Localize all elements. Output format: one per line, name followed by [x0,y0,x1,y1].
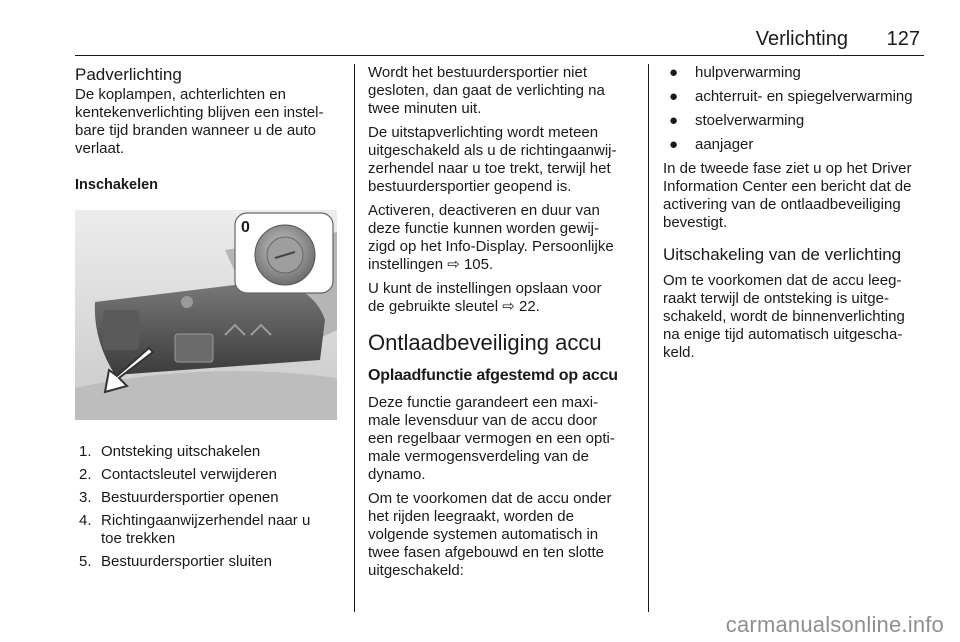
paragraph: U kunt de instellingen opslaan voor de gebruikte sleutel ⇨ 22. [368,280,602,315]
bullet-icon: ● [669,88,679,105]
paragraph: Wordt het bestuurdersportier niet gesloten, dan gaat de verlichting na twee minuten uit. [368,64,605,117]
column-1 [75,64,345,576]
paragraph: Om te voorkomen dat de accu leeg- raakt terwijl de ontsteking is uitge- schakeld, wordt de binnenverlichting na enige tijd automatisch uitgescha- keld. [663,272,905,361]
page-number: 127 [886,28,920,50]
section-heading-uitschakeling: Uitschakeling van de verlichting [663,245,902,264]
column-divider-2 [648,64,649,612]
paragraph: Deze functie garandeert een maxi- male levensduur van de accu door een regelbaar vermogen en een opti- male vermogensverdeling van de dynamo. [368,394,615,483]
list-item: 1. Ontsteking uitschakelen [79,443,261,460]
list-item: ● hulpverwarming [663,64,928,82]
paragraph: In de tweede fase ziet u op het Driver Information Center een bericht dat de activering van de ontlaadbeveiliging bevestigt. [663,160,912,231]
list-item: ● aanjager [663,136,928,154]
list-item: ● stoelverwarming [663,112,928,130]
bullet-icon: ● [669,112,679,129]
subheading-inschakelen: Inschakelen [75,177,159,193]
lever-switch [175,334,213,362]
section-heading-padverlichting: Padverlichting [75,65,182,84]
bullet-icon: ● [669,64,679,81]
bullet-icon: ● [669,136,679,153]
systems-bullet-list [663,64,928,154]
lever-end-cap [103,310,139,350]
list-item: 5. Bestuurdersportier sluiten [79,553,272,570]
lever-illustration [75,210,337,420]
watermark: carmanualsonline.info [725,612,944,637]
list-item: 3. Bestuurdersportier openen [79,489,279,506]
section-title-ontlaadbeveiliging: Ontlaadbeveiliging accu [368,330,602,355]
column-divider-1 [354,64,355,612]
paragraph: Activeren, deactiveren en duur van deze functie kunnen worden gewij- zigd op het Info-Display. Persoonlijke instellingen ⇨ 105. [368,202,614,273]
list-item: 2. Contactsleutel verwijderen [79,466,277,483]
ignition-position-label: 0 [241,219,250,236]
column-2 [368,64,636,586]
paragraph: De uitstapverlichting wordt meteen uitgeschakeld als u de richtingaanwij- zerhendel naar u toe trekt, terwijl het bestuurdersportier geopend is. [368,124,617,195]
header-divider [75,55,924,56]
paragraph: Om te voorkomen dat de accu onder het rijden leegraakt, worden de volgende systemen automatisch in twee fasen afgebouwd en ten slotte uitgeschakeld: [368,490,612,579]
page-header-title: Verlichting [755,28,848,50]
intro-paragraph: De koplampen, achterlichten en kentekenverlichting blijven een instel- bare tijd branden wanneer u de auto verlaat. [75,86,324,157]
subsection-title-oplaadfunctie: Oplaadfunctie afgestemd op accu [368,367,618,384]
column-3 [663,64,928,368]
lever-symbol-light [181,296,193,308]
steps-list [75,443,345,571]
list-item: 4. Richtingaanwijzerhendel naar u toe trekken [79,512,311,547]
list-item: ● achterruit- en spiegelverwarming [663,88,928,106]
